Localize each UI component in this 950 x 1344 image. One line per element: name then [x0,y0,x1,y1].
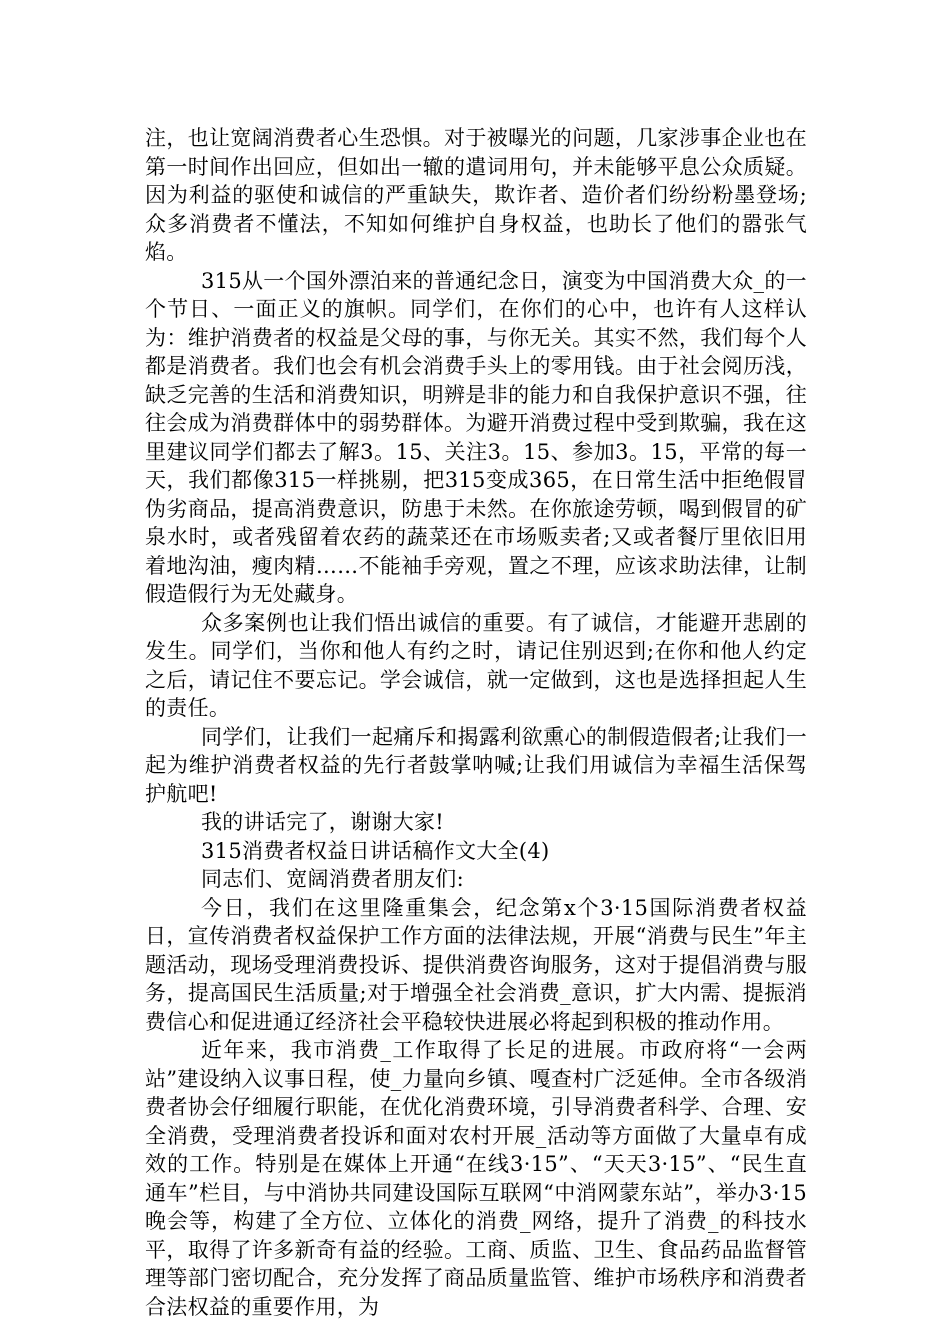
salutation-line: 同志们、宽阔消费者朋友们: [201,867,464,891]
paragraph-continued: 注，也让宽阔消费者心生恐惧。对于被曝光的问题，几家涉事企业也在第一时间作出回应，但如出一辙的遣词用句，并未能够平息公众质疑。因为利益的驱使和诚信的严重缺失，欺诈者、造价者们纷纷粉墨登场;众多消费者不懂法，不知如何维护自身权益，也助长了他们的嚣张气焰。 [145,126,807,264]
document-body [145,124,807,1321]
paragraph-315-day: 315从一个国外漂泊来的普通纪念日，演变为中国消费大众_的一个节日、一面正义的旗帜。同学们，在你们的心中，也许有人这样认为：维护消费者的权益是父母的事，与你无关。其实不然，我们每个人都是消费者。我们也会有机会消费手头上的零用钱。由于社会阅历浅，缺乏完善的生活和消费知识，明辨是非的能力和自我保护意识不强，往往会成为消费群体中的弱势群体。为避开消费过程中受到欺骗，我在这里建议同学们都去了解3。15、关注3。15、参加3。15，平常的每一天，我们都像315一样挑剔，把315变成365，在日常生活中拒绝假冒伪劣商品，提高消费意识，防患于未然。在你旅途劳顿，喝到假冒的矿泉水时，或者残留着农药的蔬菜还在市场贩卖者;又或者餐厅里依旧用着地沟油，瘦肉精……不能袖手旁观，置之不理，应该求助法律，让制假造假行为无处藏身。 [145,268,807,606]
paragraph-gathering: 今日，我们在这里隆重集会，纪念第x个3·15国际消费者权益日，宣传消费者权益保护工作方面的法律法规，开展“消费与民生”年主题活动，现场受理消费投诉、提供消费咨询服务，这对于提倡消费与服务，提高国民生活质量;对于增强全社会消费_意识，扩大内需、提振消费信心和促进通辽经济社会平稳较快进展必将起到积极的推动作用。 [145,895,807,1034]
section-heading: 315消费者权益日讲话稿作文大全(4) [201,838,550,863]
paragraph-progress: 近年来，我市消费_工作取得了长足的进展。市政府将“一会两站”建设纳入议事日程，使_力量向乡镇、嘎查村广泛延伸。全市各级消费者协会仔细履行职能，在优化消费环境，引导消费者科学、合理、安全消费，受理消费者投诉和面对农村开展_活动等方面做了大量卓有成效的工作。特别是在媒体上开通“在线3·15”、“天天3·15”、“民生直通车”栏目，与中消协共同建设国际互联网“中消网蒙东站”，举办3·15晚会等，构建了全方位、立体化的消费_网络，提升了消费_的科技水平，取得了许多新奇有益的经验。工商、质监、卫生、食品药品监督管理等部门密切配合，充分发挥了商品质量监管、维护市场秩序和消费者合法权益的重要作用，为 [145,1038,807,1319]
paragraph-call-to-action: 同学们，让我们一起痛斥和揭露利欲熏心的制假造假者;让我们一起为维护消费者权益的先行者鼓掌呐喊;让我们用诚信为幸福生活保驾护航吧! [145,724,807,806]
paragraph-integrity: 众多案例也让我们悟出诚信的重要。有了诚信，才能避开悲剧的发生。同学们，当你和他人有约之时，请记住别迟到;在你和他人约定之后，请记住不要忘记。学会诚信，就一定做到，这也是选择担起人生的责任。 [145,610,807,720]
closing-line: 我的讲话完了，谢谢大家! [201,810,445,834]
